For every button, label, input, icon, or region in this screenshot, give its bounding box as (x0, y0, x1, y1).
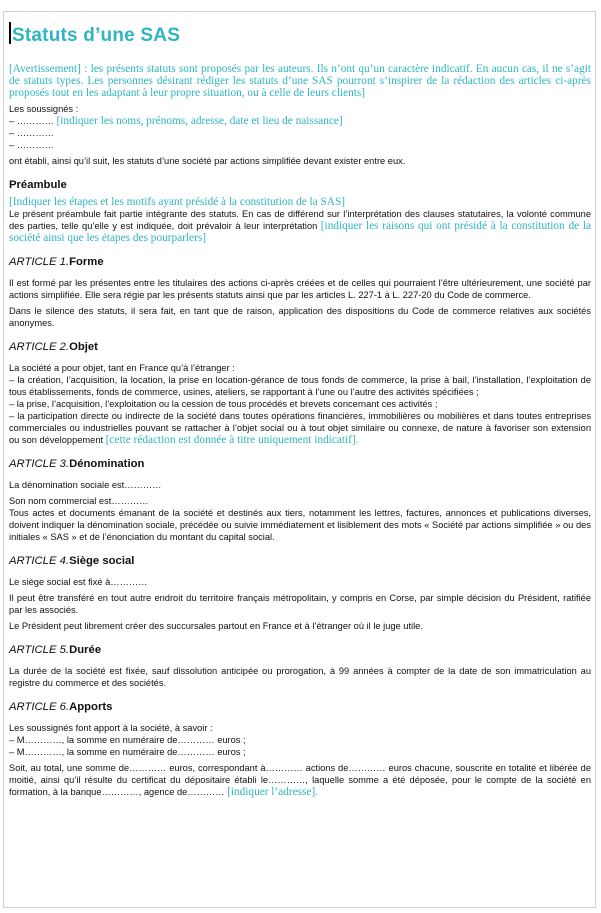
article-6-paragraph-1: Soit, au total, une somme de………… euros, correspondant à………… actions de………… euros chacune, souscrite en totalité et libérée de moitié, ainsi qu’il résulte du certificat du dépositaire établi le…………, laquelle somme a été déposée, pour le compte de la société en formation, à la banque…………, agence de………… [indiquer l’adresse]. (9, 763, 591, 798)
soussignes-conclusion: ont établi, ainsi qu’il suit, les statuts d’une société par actions simplifiée devant exister entre eux. (9, 156, 406, 166)
article-2-item-3: – la participation directe ou indirecte de la société dans toutes opérations financières, immobilières ou mobilières et dans toutes entreprises commerciales ou industrielles pouvant se rattacher à l’objet social ou à tout objet similaire ou connexe, de nature à favoriser son extension ou son développement [cette rédaction est donnée à titre uniquement indicatif]. (9, 411, 591, 446)
soussigne-line-3: – ………… (9, 140, 54, 150)
article-2-item-1: – la création, l’acquisition, la location, la prise en location-gérance de tous fonds de commerce, la prise à bail, l’installation, l’exploitation de tous établissements, fonds de commerce, usines, ateliers, se rapportant à l’une ou l’autre des activités spécifiées ; (9, 375, 591, 397)
soussigne-instruction: [indiquer les noms, prénoms, adresse, date et lieu de naissance] (56, 115, 343, 127)
article-4-paragraph-1: Le siège social est fixé à………… (9, 577, 148, 587)
article-6-item-1: – M…………, la somme en numéraire de………… euros ; (9, 735, 246, 745)
article-5-paragraph-1: La durée de la société est fixée, sauf dissolution anticipée ou prorogation, à 99 années à compter de la date de son immatriculation au registre du commerce et des sociétés. (9, 666, 591, 688)
article-1-paragraph-2: Dans le silence des statuts, il sera fait, en tant que de raison, application des dispositions du Code de commerce relatives aux sociétés anonymes. (9, 306, 591, 328)
preambule-note: [Indiquer les étapes et les motifs ayant présidé à la constitution de la SAS] (9, 196, 345, 208)
article-3-paragraph-1: La dénomination sociale est………… (9, 480, 162, 490)
article-4-paragraph-3: Le Président peut librement créer des succursales partout en France et à l’étranger où il le juge utile. (9, 621, 423, 631)
article-1-paragraph-1: Il est formé par les présentes entre les titulaires des actions ci-après créées et de celles qui pourraient l’être ultérieurement, une société par actions simplifiée. Elle sera régie par les présents statuts ainsi que par les articles L. 227-1 à L. 227-20 du Code de commerce. (9, 278, 591, 300)
article-3-paragraph-3: Tous actes et documents émanant de la société et destinés aux tiers, notamment les lettres, factures, annonces et publications diverses, doivent indiquer la dénomination sociale, précédée ou suivie immédiatement et lisiblement des mots « Société par actions simplifiée » ou des initiales « SAS » et de l’énonciation du montant du capital social. (9, 508, 591, 542)
article-6-item-2: – M…………, la somme en numéraire de………… euros ; (9, 747, 246, 757)
document-body[interactable] (9, 22, 591, 798)
article-3-paragraph-2: Son nom commercial est………… (9, 496, 149, 506)
soussigne-line-2: – ………… (9, 128, 54, 138)
article-2-intro: La société a pour objet, tant en France qu’à l’étranger : (9, 363, 235, 373)
article-3-heading: ARTICLE 3.Dénomination (9, 458, 145, 470)
article-1-heading: ARTICLE 1.Forme (9, 256, 104, 268)
preambule-heading: Préambule (9, 179, 67, 191)
preambule-instruction: [indiquer les raisons qui ont présidé à la constitution de la société ainsi que les étapes des pourparlers] (9, 220, 591, 244)
preambule-text: Le présent préambule fait partie intégrante des statuts. En cas de différend sur l’interprétation des clauses statutaires, la volonté commune des parties, telle qu’elle y est indiquée, doit prévaloir à leur interprétation [indiquer les raisons qui ont présidé à la constitution de la société ainsi que les étapes des pourparlers] (9, 209, 591, 244)
text-cursor (9, 22, 11, 44)
article-6-intro: Les soussignés font apport à la société, à savoir : (9, 723, 213, 733)
article-2-instruction: [cette rédaction est donnée à titre uniquement indicatif]. (105, 434, 359, 446)
soussignes-label: Les soussignés : (9, 104, 79, 114)
article-2-item-2: – la prise, l’acquisition, l’exploitation ou la cession de tous procédés et brevets concernant ces activités ; (9, 399, 438, 409)
warning-note: [Avertissement] : les présents statuts sont proposés par les auteurs. Ils n’ont qu’un caractère indicatif. En aucun cas, il ne s’agit de statuts types. Les personnes désirant rédiger les statuts d’une SAS pourront s’inspirer de la rédaction des articles ci-après proposés tout en les adaptant à leur propre situation, ou à celle de leurs clients] (9, 63, 591, 99)
article-4-heading: ARTICLE 4.Siège social (9, 555, 135, 567)
article-2-heading: ARTICLE 2.Objet (9, 341, 98, 353)
document-title: Statuts d’une SAS (9, 22, 591, 47)
article-6-heading: ARTICLE 6.Apports (9, 701, 113, 713)
article-4-paragraph-2: Il peut être transféré en tout autre endroit du territoire français métropolitain, y compris en Corse, par simple décision du Président, ratifiée par les associés. (9, 593, 591, 615)
article-6-instruction: [indiquer l’adresse]. (227, 786, 319, 798)
soussigne-line-1: – ………… [indiquer les noms, prénoms, adresse, date et lieu de naissance] (9, 115, 343, 127)
article-5-heading: ARTICLE 5.Durée (9, 644, 102, 656)
